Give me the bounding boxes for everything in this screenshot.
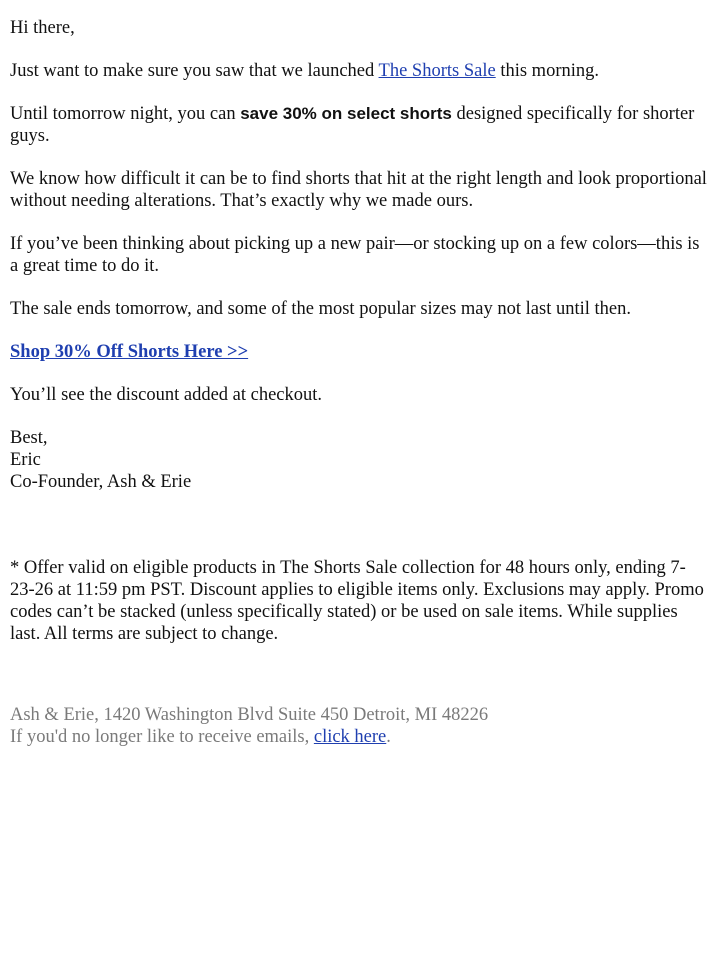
paragraph-launch-text-before: Just want to make sure you saw that we launched: [10, 61, 379, 81]
signoff-name: Eric: [10, 450, 41, 470]
company-address: Ash & Erie, 1420 Washington Blvd Suite 450 Detroit, MI 48226: [10, 705, 489, 725]
paragraph-timing: If you’ve been thinking about picking up a new pair—or stocking up on a few colors—this is a great time to do it.: [10, 234, 700, 276]
unsubscribe-text: If you'd no longer like to receive emails,: [10, 727, 314, 747]
shorts-sale-link[interactable]: The Shorts Sale: [378, 61, 496, 81]
signoff-title: Co-Founder, Ash & Erie: [10, 472, 192, 492]
paragraph-fit: We know how difficult it can be to find shorts that hit at the right length and look proportional without needing alterations. That’s exactly why we made ours.: [10, 169, 707, 211]
paragraph-launch-text-after: this morning.: [495, 61, 599, 81]
shop-shorts-cta-link[interactable]: Shop 30% Off Shorts Here >>: [10, 342, 249, 362]
footer: [10, 704, 710, 748]
unsubscribe-line: [10, 726, 710, 748]
paragraph-offer: [10, 103, 712, 147]
offer-highlight: save 30% on select shorts: [240, 104, 452, 123]
cta-paragraph: [10, 341, 712, 363]
paragraph-offer-text-after: designed specifically for shorter guys.: [10, 104, 695, 146]
unsubscribe-link[interactable]: click here: [313, 727, 387, 747]
paragraph-launch: [10, 60, 712, 82]
paragraph-checkout: You’ll see the discount added at checkout.: [10, 385, 323, 405]
greeting: Hi there,: [10, 18, 75, 38]
paragraph-offer-text-before: Until tomorrow night, you can: [10, 104, 241, 124]
paragraph-urgency: The sale ends tomorrow, and some of the most popular sizes may not last until then.: [10, 299, 631, 319]
unsubscribe-period: .: [386, 727, 391, 747]
signature: [10, 427, 712, 493]
offer-terms-footnote: * Offer valid on eligible products in The Shorts Sale collection for 48 hours only, ending 7-23-26 at 11:59 pm PST. Discount applies to eligible items only. Exclusions may apply. Promo codes can’t be stacked (unless specifically stated) or be used on sale items. While supplies last. All terms are subject to change.: [10, 558, 704, 644]
signoff-closing: Best,: [10, 428, 48, 448]
